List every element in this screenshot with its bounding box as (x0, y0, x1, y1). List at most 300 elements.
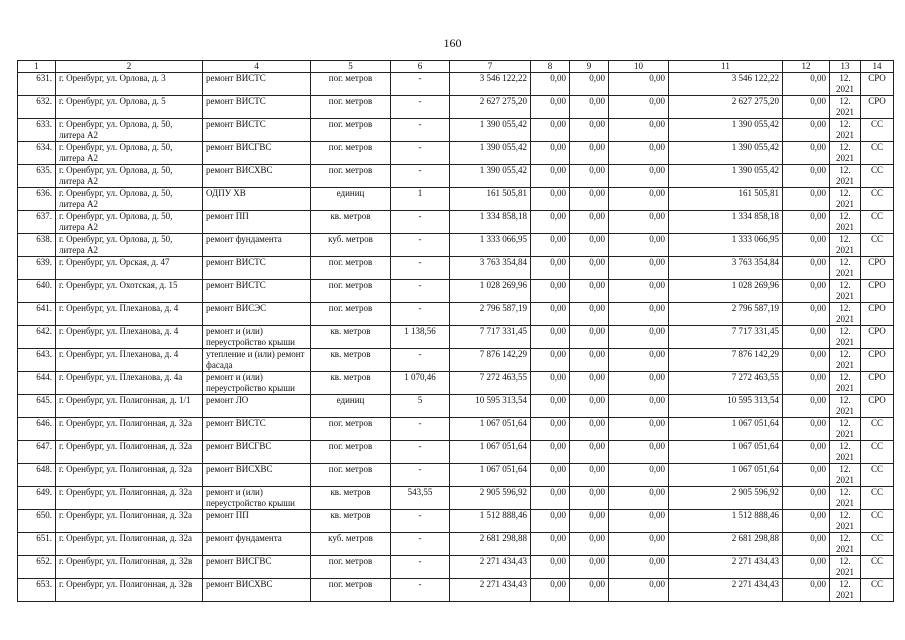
completion-year: 2021 (836, 313, 854, 324)
completion-date-cell (830, 96, 861, 119)
address-cell: г. Оренбург, ул. Орлова, д. 50, литера А2 (56, 188, 203, 211)
address-cell: г. Оренбург, ул. Плеханова, д. 4а (56, 372, 203, 395)
value-col-12-cell: 0,00 (783, 418, 830, 441)
completion-year: 2021 (836, 83, 854, 94)
column-header: 10 (609, 61, 669, 73)
completion-year: 2021 (836, 198, 854, 209)
work-type-cell: ремонт ВИСГВС (203, 441, 311, 464)
row-number: 637. (18, 211, 56, 234)
quantity-cell: - (391, 349, 450, 372)
address-cell: г. Оренбург, ул. Орская, д. 47 (56, 257, 203, 280)
fund-source-cell: СРО (861, 326, 894, 349)
unit-cell: пог. метров (311, 579, 391, 602)
value-col-8-cell: 0,00 (531, 441, 570, 464)
completion-date-cell (830, 142, 861, 165)
completion-month: 12. (839, 441, 851, 451)
table-row (18, 73, 894, 96)
unit-cell: кв. метров (311, 510, 391, 533)
table-row (18, 303, 894, 326)
column-header: 7 (450, 61, 531, 73)
value-col-9-cell: 0,00 (570, 579, 609, 602)
value-col-9-cell: 0,00 (570, 280, 609, 303)
address-cell: г. Оренбург, ул. Орлова, д. 50, литера А2 (56, 234, 203, 257)
completion-year: 2021 (836, 589, 854, 600)
value-col-9-cell: 0,00 (570, 211, 609, 234)
column-header: 8 (531, 61, 570, 73)
completion-date-cell (830, 188, 861, 211)
address-cell: г. Оренбург, ул. Орлова, д. 3 (56, 73, 203, 96)
value-col-8-cell: 0,00 (531, 487, 570, 510)
completion-date-cell (830, 579, 861, 602)
unit-cell: пог. метров (311, 464, 391, 487)
total-cost-cell: 2 796 587,19 (450, 303, 531, 326)
value-col-12-cell: 0,00 (783, 165, 830, 188)
value-col-8-cell: 0,00 (531, 556, 570, 579)
completion-year: 2021 (836, 152, 854, 163)
value-col-11-cell: 1 512 888,46 (669, 510, 783, 533)
work-type-cell: ремонт ВИСТС (203, 280, 311, 303)
value-col-11-cell: 1 390 055,42 (669, 142, 783, 165)
unit-cell: пог. метров (311, 73, 391, 96)
fund-source-cell: СРО (861, 257, 894, 280)
fund-source-cell: СРО (861, 96, 894, 119)
completion-year: 2021 (836, 336, 854, 347)
value-col-8-cell: 0,00 (531, 119, 570, 142)
completion-month: 12. (839, 395, 851, 405)
quantity-cell: 1 (391, 188, 450, 211)
value-col-11-cell: 1 067 051,64 (669, 464, 783, 487)
column-header: 14 (861, 61, 894, 73)
quantity-cell: - (391, 119, 450, 142)
completion-month: 12. (839, 96, 851, 106)
completion-month: 12. (839, 418, 851, 428)
value-col-11-cell: 7 717 331,45 (669, 326, 783, 349)
value-col-11-cell: 10 595 313,54 (669, 395, 783, 418)
completion-date-cell (830, 165, 861, 188)
value-col-10-cell: 0,00 (609, 418, 669, 441)
value-col-8-cell: 0,00 (531, 395, 570, 418)
fund-source-cell: СРО (861, 372, 894, 395)
fund-source-cell: СС (861, 533, 894, 556)
completion-date-cell (830, 556, 861, 579)
column-header: 12 (783, 61, 830, 73)
total-cost-cell: 2 681 298,88 (450, 533, 531, 556)
value-col-8-cell: 0,00 (531, 418, 570, 441)
address-cell: г. Оренбург, ул. Плеханова, д. 4 (56, 349, 203, 372)
unit-cell: пог. метров (311, 556, 391, 579)
value-col-8-cell: 0,00 (531, 533, 570, 556)
table-row (18, 579, 894, 602)
column-header: 9 (570, 61, 609, 73)
page-number: 160 (443, 36, 462, 50)
value-col-12-cell: 0,00 (783, 119, 830, 142)
address-cell: г. Оренбург, ул. Орлова, д. 5 (56, 96, 203, 119)
table-row (18, 257, 894, 280)
table-row (18, 96, 894, 119)
value-col-11-cell: 2 796 587,19 (669, 303, 783, 326)
value-col-8-cell: 0,00 (531, 326, 570, 349)
work-type-cell: ремонт ВИСТС (203, 73, 311, 96)
value-col-10-cell: 0,00 (609, 257, 669, 280)
work-type-cell: утепление и (или) ремонт фасада (203, 349, 311, 372)
total-cost-cell: 3 763 354,84 (450, 257, 531, 280)
total-cost-cell: 2 905 596,92 (450, 487, 531, 510)
address-cell: г. Оренбург, ул. Полигонная, д. 32а (56, 510, 203, 533)
quantity-cell: - (391, 234, 450, 257)
completion-year: 2021 (836, 474, 854, 485)
value-col-10-cell: 0,00 (609, 165, 669, 188)
quantity-cell: - (391, 211, 450, 234)
fund-source-cell: СРО (861, 280, 894, 303)
value-col-9-cell: 0,00 (570, 188, 609, 211)
value-col-10-cell: 0,00 (609, 372, 669, 395)
table-row (18, 188, 894, 211)
completion-month: 12. (839, 234, 851, 244)
column-header: 5 (311, 61, 391, 73)
quantity-cell: 1 138,56 (391, 326, 450, 349)
work-type-cell: ремонт ПП (203, 510, 311, 533)
work-type-cell: ОДПУ ХВ (203, 188, 311, 211)
completion-date-cell (830, 234, 861, 257)
completion-year: 2021 (836, 175, 854, 186)
row-number: 651. (18, 533, 56, 556)
value-col-11-cell: 1 067 051,64 (669, 441, 783, 464)
value-col-11-cell: 1 067 051,64 (669, 418, 783, 441)
completion-year: 2021 (836, 267, 854, 278)
completion-date-cell (830, 418, 861, 441)
completion-year: 2021 (836, 221, 854, 232)
work-type-cell: ремонт ВИСТС (203, 119, 311, 142)
value-col-10-cell: 0,00 (609, 188, 669, 211)
completion-date-cell (830, 211, 861, 234)
completion-year: 2021 (836, 106, 854, 117)
address-cell: г. Оренбург, ул. Орлова, д. 50, литера А2 (56, 119, 203, 142)
unit-cell: пог. метров (311, 303, 391, 326)
value-col-9-cell: 0,00 (570, 234, 609, 257)
address-cell: г. Оренбург, ул. Полигонная, д. 1/1 (56, 395, 203, 418)
value-col-12-cell: 0,00 (783, 142, 830, 165)
quantity-cell: 543,55 (391, 487, 450, 510)
unit-cell: куб. метров (311, 533, 391, 556)
value-col-10-cell: 0,00 (609, 441, 669, 464)
address-cell: г. Оренбург, ул. Плеханова, д. 4 (56, 326, 203, 349)
value-col-9-cell: 0,00 (570, 257, 609, 280)
fund-source-cell: СС (861, 234, 894, 257)
value-col-9-cell: 0,00 (570, 441, 609, 464)
fund-source-cell: СРО (861, 303, 894, 326)
row-number: 639. (18, 257, 56, 280)
value-col-11-cell: 1 390 055,42 (669, 119, 783, 142)
work-type-cell: ремонт и (или) переустройство крыши (203, 487, 311, 510)
column-header: 11 (669, 61, 783, 73)
completion-month: 12. (839, 303, 851, 313)
fund-source-cell: СС (861, 441, 894, 464)
total-cost-cell: 161 505,81 (450, 188, 531, 211)
value-col-12-cell: 0,00 (783, 556, 830, 579)
unit-cell: пог. метров (311, 119, 391, 142)
completion-month: 12. (839, 579, 851, 589)
completion-month: 12. (839, 533, 851, 543)
table-row (18, 142, 894, 165)
work-type-cell: ремонт и (или) переустройство крыши (203, 372, 311, 395)
value-col-8-cell: 0,00 (531, 372, 570, 395)
fund-source-cell: СС (861, 188, 894, 211)
work-type-cell: ремонт ВИСЭС (203, 303, 311, 326)
value-col-12-cell: 0,00 (783, 73, 830, 96)
value-col-11-cell: 2 681 298,88 (669, 533, 783, 556)
completion-date-cell (830, 395, 861, 418)
fund-source-cell: СРО (861, 349, 894, 372)
value-col-10-cell: 0,00 (609, 326, 669, 349)
quantity-cell: - (391, 280, 450, 303)
value-col-12-cell: 0,00 (783, 96, 830, 119)
address-cell: г. Оренбург, ул. Полигонная, д. 32в (56, 556, 203, 579)
total-cost-cell: 1 390 055,42 (450, 142, 531, 165)
unit-cell: пог. метров (311, 418, 391, 441)
quantity-cell: - (391, 165, 450, 188)
completion-year: 2021 (836, 566, 854, 577)
completion-year: 2021 (836, 428, 854, 439)
completion-month: 12. (839, 119, 851, 129)
fund-source-cell: СС (861, 418, 894, 441)
value-col-11-cell: 1 334 858,18 (669, 211, 783, 234)
total-cost-cell: 3 546 122,22 (450, 73, 531, 96)
completion-year: 2021 (836, 359, 854, 370)
completion-date-cell (830, 464, 861, 487)
value-col-8-cell: 0,00 (531, 280, 570, 303)
column-header: 6 (391, 61, 450, 73)
value-col-9-cell: 0,00 (570, 119, 609, 142)
quantity-cell: - (391, 96, 450, 119)
total-cost-cell: 1 028 269,96 (450, 280, 531, 303)
value-col-10-cell: 0,00 (609, 211, 669, 234)
value-col-10-cell: 0,00 (609, 349, 669, 372)
quantity-cell: 1 070,46 (391, 372, 450, 395)
fund-source-cell: СС (861, 165, 894, 188)
row-number: 635. (18, 165, 56, 188)
row-number: 648. (18, 464, 56, 487)
value-col-8-cell: 0,00 (531, 257, 570, 280)
unit-cell: кв. метров (311, 372, 391, 395)
unit-cell: пог. метров (311, 142, 391, 165)
table-row (18, 326, 894, 349)
value-col-10-cell: 0,00 (609, 487, 669, 510)
unit-cell: пог. метров (311, 96, 391, 119)
completion-year: 2021 (836, 129, 854, 140)
work-type-cell: ремонт ВИСГВС (203, 142, 311, 165)
work-type-cell: ремонт ВИСТС (203, 96, 311, 119)
work-type-cell: ремонт ПП (203, 211, 311, 234)
table-row (18, 395, 894, 418)
value-col-12-cell: 0,00 (783, 326, 830, 349)
column-header: 2 (56, 61, 203, 73)
value-col-10-cell: 0,00 (609, 510, 669, 533)
value-col-9-cell: 0,00 (570, 487, 609, 510)
value-col-10-cell: 0,00 (609, 303, 669, 326)
value-col-12-cell: 0,00 (783, 188, 830, 211)
completion-date-cell (830, 510, 861, 533)
fund-source-cell: СРО (861, 73, 894, 96)
fund-source-cell: СС (861, 556, 894, 579)
fund-source-cell: СС (861, 119, 894, 142)
completion-month: 12. (839, 326, 851, 336)
address-cell: г. Оренбург, ул. Орлова, д. 50, литера А2 (56, 211, 203, 234)
work-type-cell: ремонт ВИСТС (203, 257, 311, 280)
work-type-cell: ремонт фундамента (203, 533, 311, 556)
unit-cell: кв. метров (311, 211, 391, 234)
completion-month: 12. (839, 165, 851, 175)
completion-month: 12. (839, 73, 851, 83)
value-col-12-cell: 0,00 (783, 395, 830, 418)
row-number: 649. (18, 487, 56, 510)
address-cell: г. Оренбург, ул. Полигонная, д. 32в (56, 579, 203, 602)
completion-date-cell (830, 119, 861, 142)
row-number: 631. (18, 73, 56, 96)
value-col-10-cell: 0,00 (609, 464, 669, 487)
completion-date-cell (830, 487, 861, 510)
value-col-12-cell: 0,00 (783, 349, 830, 372)
table-row (18, 487, 894, 510)
quantity-cell: - (391, 441, 450, 464)
address-cell: г. Оренбург, ул. Орлова, д. 50, литера А2 (56, 165, 203, 188)
fund-source-cell: СС (861, 510, 894, 533)
total-cost-cell: 7 272 463,55 (450, 372, 531, 395)
completion-month: 12. (839, 556, 851, 566)
row-number: 638. (18, 234, 56, 257)
work-type-cell: ремонт фундамента (203, 234, 311, 257)
unit-cell: кв. метров (311, 487, 391, 510)
value-col-11-cell: 3 546 122,22 (669, 73, 783, 96)
value-col-9-cell: 0,00 (570, 418, 609, 441)
total-cost-cell: 10 595 313,54 (450, 395, 531, 418)
value-col-9-cell: 0,00 (570, 303, 609, 326)
quantity-cell: - (391, 73, 450, 96)
unit-cell: пог. метров (311, 165, 391, 188)
address-cell: г. Оренбург, ул. Полигонная, д. 32а (56, 418, 203, 441)
work-type-cell: ремонт ЛО (203, 395, 311, 418)
completion-year: 2021 (836, 405, 854, 416)
value-col-11-cell: 3 763 354,84 (669, 257, 783, 280)
row-number: 646. (18, 418, 56, 441)
value-col-11-cell: 2 905 596,92 (669, 487, 783, 510)
quantity-cell: - (391, 579, 450, 602)
total-cost-cell: 2 271 434,43 (450, 579, 531, 602)
quantity-cell: - (391, 142, 450, 165)
completion-year: 2021 (836, 497, 854, 508)
total-cost-cell: 1 067 051,64 (450, 441, 531, 464)
table-row (18, 280, 894, 303)
value-col-9-cell: 0,00 (570, 142, 609, 165)
value-col-9-cell: 0,00 (570, 73, 609, 96)
value-col-11-cell: 1 028 269,96 (669, 280, 783, 303)
completion-year: 2021 (836, 382, 854, 393)
value-col-8-cell: 0,00 (531, 349, 570, 372)
quantity-cell: - (391, 418, 450, 441)
value-col-11-cell: 7 876 142,29 (669, 349, 783, 372)
value-col-12-cell: 0,00 (783, 533, 830, 556)
value-col-10-cell: 0,00 (609, 96, 669, 119)
table-row (18, 211, 894, 234)
address-cell: г. Оренбург, ул. Охотская, д. 15 (56, 280, 203, 303)
value-col-9-cell: 0,00 (570, 533, 609, 556)
value-col-9-cell: 0,00 (570, 165, 609, 188)
completion-month: 12. (839, 349, 851, 359)
row-number: 641. (18, 303, 56, 326)
value-col-12-cell: 0,00 (783, 372, 830, 395)
quantity-cell: - (391, 464, 450, 487)
address-cell: г. Оренбург, ул. Полигонная, д. 32а (56, 487, 203, 510)
table-row (18, 349, 894, 372)
column-header: 13 (830, 61, 861, 73)
completion-date-cell (830, 372, 861, 395)
value-col-12-cell: 0,00 (783, 303, 830, 326)
column-header: 1 (18, 61, 56, 73)
completion-month: 12. (839, 142, 851, 152)
row-number: 643. (18, 349, 56, 372)
work-type-cell: ремонт ВИСГВС (203, 556, 311, 579)
unit-cell: пог. метров (311, 280, 391, 303)
quantity-cell: 5 (391, 395, 450, 418)
value-col-10-cell: 0,00 (609, 556, 669, 579)
completion-month: 12. (839, 188, 851, 198)
value-col-12-cell: 0,00 (783, 464, 830, 487)
value-col-10-cell: 0,00 (609, 119, 669, 142)
quantity-cell: - (391, 533, 450, 556)
table-row (18, 165, 894, 188)
row-number: 636. (18, 188, 56, 211)
work-type-cell: ремонт и (или) переустройство крыши (203, 326, 311, 349)
value-col-12-cell: 0,00 (783, 510, 830, 533)
column-number-row (18, 61, 894, 73)
value-col-9-cell: 0,00 (570, 464, 609, 487)
value-col-9-cell: 0,00 (570, 326, 609, 349)
row-number: 644. (18, 372, 56, 395)
total-cost-cell: 1 334 858,18 (450, 211, 531, 234)
completion-year: 2021 (836, 543, 854, 554)
value-col-8-cell: 0,00 (531, 96, 570, 119)
completion-date-cell (830, 73, 861, 96)
row-number: 633. (18, 119, 56, 142)
value-col-10-cell: 0,00 (609, 395, 669, 418)
unit-cell: кв. метров (311, 349, 391, 372)
fund-source-cell: СС (861, 142, 894, 165)
unit-cell: единиц (311, 188, 391, 211)
value-col-8-cell: 0,00 (531, 579, 570, 602)
completion-month: 12. (839, 487, 851, 497)
address-cell: г. Оренбург, ул. Полигонная, д. 32а (56, 533, 203, 556)
total-cost-cell: 1 512 888,46 (450, 510, 531, 533)
completion-month: 12. (839, 464, 851, 474)
value-col-8-cell: 0,00 (531, 73, 570, 96)
table-row (18, 533, 894, 556)
unit-cell: единиц (311, 395, 391, 418)
address-cell: г. Оренбург, ул. Полигонная, д. 32а (56, 441, 203, 464)
quantity-cell: - (391, 510, 450, 533)
value-col-11-cell: 1 333 066,95 (669, 234, 783, 257)
completion-date-cell (830, 257, 861, 280)
completion-year: 2021 (836, 451, 854, 462)
value-col-10-cell: 0,00 (609, 280, 669, 303)
completion-date-cell (830, 303, 861, 326)
value-col-8-cell: 0,00 (531, 142, 570, 165)
value-col-10-cell: 0,00 (609, 73, 669, 96)
completion-month: 12. (839, 372, 851, 382)
value-col-11-cell: 161 505,81 (669, 188, 783, 211)
value-col-9-cell: 0,00 (570, 510, 609, 533)
total-cost-cell: 1 067 051,64 (450, 418, 531, 441)
table-row (18, 234, 894, 257)
work-type-cell: ремонт ВИСХВС (203, 165, 311, 188)
